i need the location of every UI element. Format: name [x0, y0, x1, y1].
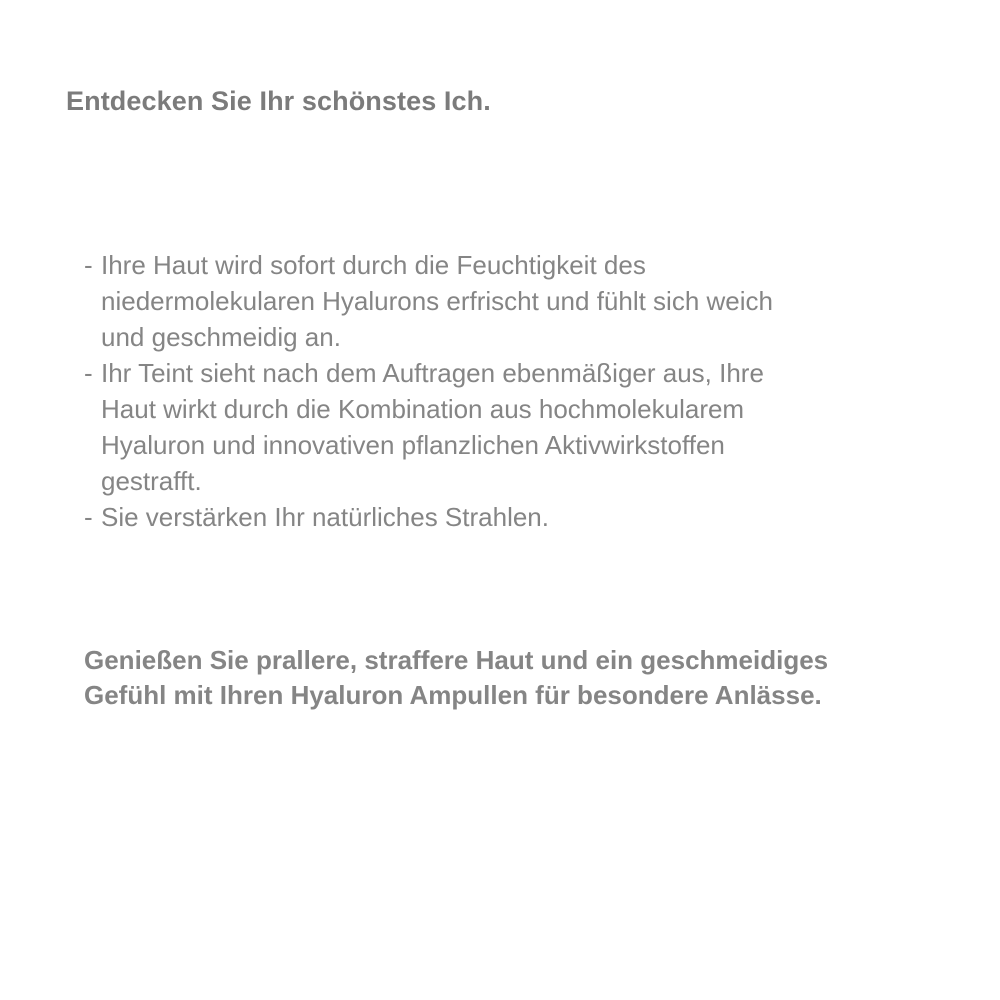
headline: Entdecken Sie Ihr schönstes Ich.	[66, 86, 491, 116]
bullet-dash: -	[84, 502, 93, 532]
benefit-item-1	[84, 247, 944, 355]
benefit-item-3	[84, 499, 944, 535]
benefit-line: Sie verstärken Ihr natürliches Strahlen.	[101, 502, 549, 532]
benefit-line: gestrafft.	[101, 466, 202, 496]
benefit-line: Hyaluron und innovativen pflanzlichen Aktivwirkstoffen	[101, 430, 725, 460]
closing-line: Gefühl mit Ihren Hyaluron Ampullen für besondere Anlässe.	[84, 680, 822, 710]
bullet-dash: -	[84, 358, 93, 388]
benefit-line: Ihre Haut wird sofort durch die Feuchtigkeit des	[101, 250, 646, 280]
benefit-line: Haut wirkt durch die Kombination aus hochmolekularem	[101, 394, 745, 424]
bullet-dash: -	[84, 250, 93, 280]
benefit-line: niedermolekularen Hyalurons erfrischt und fühlt sich weich	[101, 286, 773, 316]
benefit-line: Ihr Teint sieht nach dem Auftragen ebenmäßiger aus, Ihre	[101, 358, 764, 388]
closing-statement	[84, 643, 944, 713]
benefit-line: und geschmeidig an.	[101, 322, 341, 352]
benefit-list	[84, 247, 944, 535]
closing-line: Genießen Sie prallere, straffere Haut und ein geschmeidiges	[84, 645, 829, 675]
benefit-item-2	[84, 355, 944, 499]
